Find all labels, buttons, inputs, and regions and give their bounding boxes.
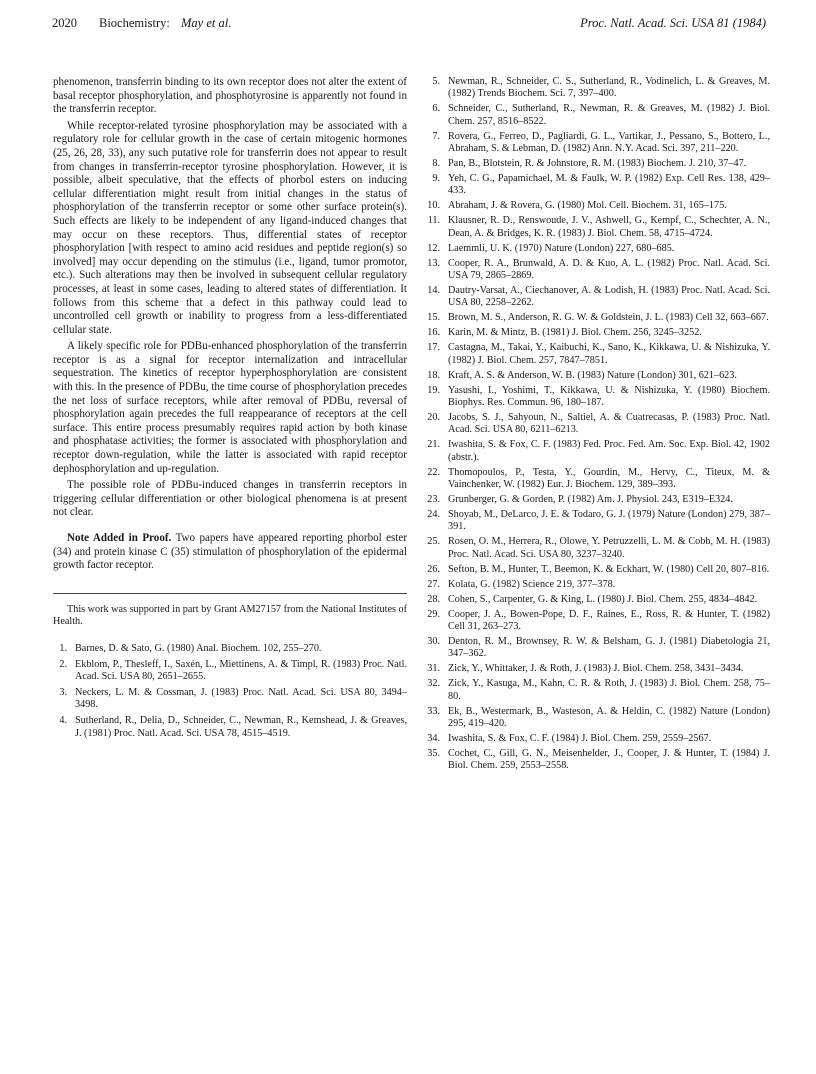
acknowledgment: This work was supported in part by Grant AM27157 from the National Institutes of Health. xyxy=(53,603,407,628)
page-number: 2020 xyxy=(52,16,77,30)
reference-number: 24. xyxy=(427,508,440,520)
reference-number: 20. xyxy=(427,411,440,423)
reference-item xyxy=(426,579,770,591)
reference-item xyxy=(426,385,770,410)
reference-item xyxy=(426,200,770,212)
reference-text: Karin, M. & Mintz, B. (1981) J. Biol. Chem. 256, 3245–3252. xyxy=(448,327,702,339)
reference-item xyxy=(426,439,770,464)
reference-item xyxy=(426,131,770,156)
reference-number: 2. xyxy=(59,658,67,670)
reference-number: 12. xyxy=(427,242,440,254)
reference-item xyxy=(426,594,770,606)
right-column xyxy=(426,76,770,775)
reference-text: Laemmli, U. K. (1970) Nature (London) 227, 680–685. xyxy=(448,242,675,254)
reference-item xyxy=(426,312,770,324)
reference-text: Sefton, B. M., Hunter, T., Beemon, K. & Eckhart, W. (1980) Cell 20, 807–816. xyxy=(448,563,770,575)
reference-text: Yasushi, I., Yoshimi, T., Kikkawa, U. & Nishizuka, Y. (1980) Biochem. Biophys. Res. Commun. 96, 180–187. xyxy=(448,384,770,408)
body-paragraph-2: While receptor-related tyrosine phosphorylation may be associated with a regulatory role for cellular growth in the case of certain mitogenic hormones (25, 26, 28, 33), any such putative role for transferrin does not appear to result from changes in transferrin-receptor tyrosine phosphorylation. However, it is possible, albeit speculative, that the effects of phorbol esters on inducing cellular differentiation might result from initial changes in the status of phosphorylation of the transferrin receptor or some other surface protein(s). Such effects are likely to be independent of any ligand-induced changes that may occur on these receptors. Thus, differential states of receptor phosphorylation [with respect to amino acid residues and peptide region(s) so involved] may occur depending on the stimulus (i.e., ligand, tumor promotor, etc.). Such alterations may then be involved in subsequent cellular regulatory processes, at least in some cases, leading to altered states of differentiation. It follows from this scheme that a defect in this pathway could lead to uncontrolled cell growth or inability to progress from a less-differentiated cellular state. xyxy=(53,119,407,336)
reference-number: 15. xyxy=(427,312,440,324)
reference-number: 31. xyxy=(427,663,440,675)
reference-number: 1. xyxy=(59,642,67,654)
reference-number: 10. xyxy=(427,200,440,212)
reference-text: Neckers, L. M. & Cossman, J. (1983) Proc. Natl. Acad. Sci. USA 80, 3494–3498. xyxy=(75,686,407,711)
reference-number: 11. xyxy=(427,215,440,227)
reference-item xyxy=(426,509,770,534)
reference-number: 34. xyxy=(427,732,440,744)
reference-text: Brown, M. S., Anderson, R. G. W. & Goldstein, J. L. (1983) Cell 32, 663–667. xyxy=(448,312,769,324)
reference-item xyxy=(426,158,770,170)
reference-number: 14. xyxy=(427,285,440,297)
reference-number: 30. xyxy=(427,635,440,647)
reference-item xyxy=(426,285,770,310)
reference-item xyxy=(53,659,407,684)
reference-number: 7. xyxy=(432,130,440,142)
body-paragraph-3: A likely specific role for PDBu-enhanced phosphorylation of the transferrin receptor is as a signal for receptor internalization and intracellular sequestration. The kinetics of receptor hyperphosphorylation are consistent with this. In the presence of PDBu, the time course of phosphorylation precedes the net loss of surface receptors, while after removal of PDBu, reversal of phosphorylation again precedes the full reappearance of receptors at the cell surface. This entire process presumably requires rapid action by both kinase and phosphatase activities; the former is associated with phosphorylation and receptor down-regulation, while the latter is associated with rapid receptor dephosphorylation and up-regulation. xyxy=(53,340,407,475)
reference-text: Klausner, R. D., Renswoude, J. V., Ashwell, G., Kempf, C., Schechter, A. N., Dean, A. & Bridges, K. R. (1983) J. Biol. Chem. 58, 4715–4724. xyxy=(448,215,770,239)
reference-text: Yeh, C. G., Papamichael, M. & Faulk, W. P. (1982) Exp. Cell Res. 138, 429–433. xyxy=(448,173,770,197)
reference-number: 18. xyxy=(427,369,440,381)
reference-item xyxy=(426,678,770,703)
reference-item xyxy=(53,643,407,655)
reference-text: Sutherland, R., Delia, D., Schneider, C., Newman, R., Kemshead, J. & Greaves, J. (1981) Proc. Natl. Acad. Sci. USA 78, 4515–4519. xyxy=(75,715,407,739)
reference-number: 4. xyxy=(59,715,67,727)
reference-number: 6. xyxy=(432,103,440,115)
reference-text: Ekblom, P., Thesleff, I., Saxén, L., Miettinens, A. & Timpl, R. (1983) Proc. Natl. Acad. Sci. USA 80, 2651–2655. xyxy=(75,658,407,683)
reference-text: Castagna, M., Takai, Y., Kaibuchi, K., Sano, K., Kikkawa, U. & Nishizuka, Y. (1982) J. Biol. Chem. 257, 7847–7851. xyxy=(448,342,770,366)
reference-number: 16. xyxy=(427,327,440,339)
reference-item xyxy=(426,173,770,198)
reference-item xyxy=(426,103,770,128)
running-authors: May et al. xyxy=(181,16,232,30)
reference-text: Barnes, D. & Sato, G. (1980) Anal. Biochem. 102, 255–270. xyxy=(75,642,322,654)
reference-item xyxy=(426,733,770,745)
reference-number: 8. xyxy=(432,158,440,170)
reference-item xyxy=(426,243,770,255)
reference-number: 13. xyxy=(427,257,440,269)
reference-text: Jacobs, S. J., Sahyoun, N., Saltiel, A. & Cuatrecasas, P. (1983) Proc. Natl. Acad. Sci. USA 80, 6211–6213. xyxy=(448,411,770,436)
reference-text: Newman, R., Schneider, C. S., Sutherland, R., Vodinelich, L. & Greaves, M. (1982) Trends Biochem. Sci. 7, 397–400. xyxy=(448,76,770,100)
reference-number: 19. xyxy=(427,384,440,396)
section-divider xyxy=(53,593,407,594)
reference-text: Iwashita, S. & Fox, C. F. (1983) Fed. Proc. Fed. Am. Soc. Exp. Biol. 42, 1902 (abstr.). xyxy=(448,439,770,463)
reference-item xyxy=(426,370,770,382)
reference-item xyxy=(426,706,770,731)
reference-text: Pan, B., Blotstein, R. & Johnstore, R. M. (1983) Biochem. J. 210, 37–47. xyxy=(448,158,747,170)
reference-item xyxy=(426,258,770,283)
note-label: Note Added in Proof. xyxy=(67,532,172,544)
note-text: Two papers have appeared reporting phorbol ester (34) and protein kinase C (35) stimulation of phosphorylation of the epidermal growth factor receptor. xyxy=(53,532,408,572)
reference-text: Grunberger, G. & Gorden, P. (1982) Am. J. Physiol. 243, E319–E324. xyxy=(448,494,733,506)
reference-item xyxy=(426,536,770,561)
reference-number: 17. xyxy=(427,342,440,354)
reference-item xyxy=(53,687,407,712)
note-added-in-proof xyxy=(53,532,407,573)
reference-item xyxy=(426,609,770,634)
reference-item xyxy=(426,748,770,773)
reference-number: 29. xyxy=(427,608,440,620)
reference-text: Zick, Y., Kasuga, M., Kahn, C. R. & Roth, J. (1983) J. Biol. Chem. 258, 75–80. xyxy=(448,678,770,702)
reference-number: 25. xyxy=(427,536,440,548)
reference-text: Shoyab, M., DeLarco, J. E. & Todaro, G. J. (1979) Nature (London) 279, 387–391. xyxy=(448,508,770,533)
reference-text: Cooper, J. A., Bowen-Pope, D. F., Raines, E., Ross, R. & Hunter, T. (1982) Cell 31, 263–273. xyxy=(448,608,770,632)
reference-item xyxy=(426,76,770,101)
reference-text: Zick, Y., Whittaker, J. & Roth, J. (1983) J. Biol. Chem. 258, 3431–3434. xyxy=(448,663,744,675)
reference-text: Iwashita, S. & Fox, C. F. (1984) J. Biol. Chem. 259, 2559–2567. xyxy=(448,732,712,744)
reference-text: Denton, R. M., Brownsey, R. W. & Belsham, G. J. (1981) Diabetologia 21, 347–362. xyxy=(448,635,770,660)
reference-number: 5. xyxy=(432,76,440,87)
reference-text: Schneider, C., Sutherland, R., Newman, R. & Greaves, M. (1982) J. Biol. Chem. 257, 8516–8522. xyxy=(448,103,770,127)
reference-number: 35. xyxy=(427,747,440,759)
reference-number: 23. xyxy=(427,494,440,506)
reference-text: Cohen, S., Carpenter, G. & King, L. (1980) J. Biol. Chem. 255, 4834–4842. xyxy=(448,593,758,605)
reference-text: Kolata, G. (1982) Science 219, 377–378. xyxy=(448,578,616,590)
reference-number: 28. xyxy=(427,593,440,605)
reference-text: Dautry-Varsat, A., Ciechanover, A. & Lodish, H. (1983) Proc. Natl. Acad. Sci. USA 80, 2258–2262. xyxy=(448,285,770,309)
reference-item xyxy=(426,636,770,661)
reference-number: 33. xyxy=(427,705,440,717)
reference-number: 21. xyxy=(427,439,440,451)
reference-text: Kraft, A. S. & Anderson, W. B. (1983) Nature (London) 301, 621–623. xyxy=(448,369,737,381)
page-header xyxy=(52,16,766,36)
body-paragraph-1: phenomenon, transferrin binding to its own receptor does not alter the extent of basal receptor phosphorylation, and phosphotyrosine is apparently not found in the transferrin receptor. xyxy=(53,76,407,116)
journal-section: Biochemistry: xyxy=(99,16,170,30)
reference-text: Thomopoulos, P., Testa, Y., Gourdin, M., Hervy, C., Titeux, M. & Vainchenker, W. (1982) Eur. J. Biochem. 129, 389–393. xyxy=(448,466,770,491)
reference-text: Ek, B., Westermark, B., Wasteson, A. & Heldin, C. (1982) Nature (London) 295, 419–420. xyxy=(448,705,770,729)
journal-reference: Proc. Natl. Acad. Sci. USA 81 (1984) xyxy=(580,16,766,30)
reference-text: Rosen, O. M., Herrera, R., Olowe, Y. Petruzzelli, L. M. & Cobb, M. H. (1983) Proc. Natl. Acad. Sci. USA 80, 3237–3240. xyxy=(448,536,770,560)
body-paragraph-4: The possible role of PDBu-induced changes in transferrin receptors in triggering cellular differentiation or other biological phenomena is at present not clear. xyxy=(53,479,407,519)
reference-number: 9. xyxy=(432,173,440,185)
reference-item xyxy=(426,564,770,576)
reference-number: 27. xyxy=(427,578,440,590)
reference-number: 26. xyxy=(427,563,440,575)
reference-number: 32. xyxy=(427,678,440,690)
reference-item xyxy=(426,663,770,675)
reference-number: 3. xyxy=(59,686,67,698)
reference-list-right xyxy=(426,76,770,773)
reference-number: 22. xyxy=(427,466,440,478)
reference-item xyxy=(426,412,770,437)
reference-list-left xyxy=(53,643,407,740)
reference-text: Abraham, J. & Rovera, G. (1980) Mol. Cell. Biochem. 31, 165–175. xyxy=(448,200,727,212)
reference-item xyxy=(426,327,770,339)
reference-item xyxy=(426,342,770,367)
reference-item xyxy=(53,715,407,740)
reference-text: Cochet, C., Gill, G. N., Meisenhelder, J., Cooper, J. & Hunter, T. (1984) J. Biol. Chem. 259, 2553–2558. xyxy=(448,747,770,772)
reference-text: Rovera, G., Ferreo, D., Pagliardi, G. L., Vartikar, J., Pessano, S., Bottero, L., Abraham, S. & Lebman, D. (1982) Ann. N.Y. Acad. Sci. 397, 211–220. xyxy=(448,130,770,155)
reference-text: Cooper, R. A., Brunwald, A. D. & Kuo, A. L. (1982) Proc. Natl. Acad. Sci. USA 79, 2865–2869. xyxy=(448,257,770,282)
reference-item xyxy=(426,215,770,240)
left-column xyxy=(53,76,407,743)
reference-item xyxy=(426,494,770,506)
reference-item xyxy=(426,467,770,492)
